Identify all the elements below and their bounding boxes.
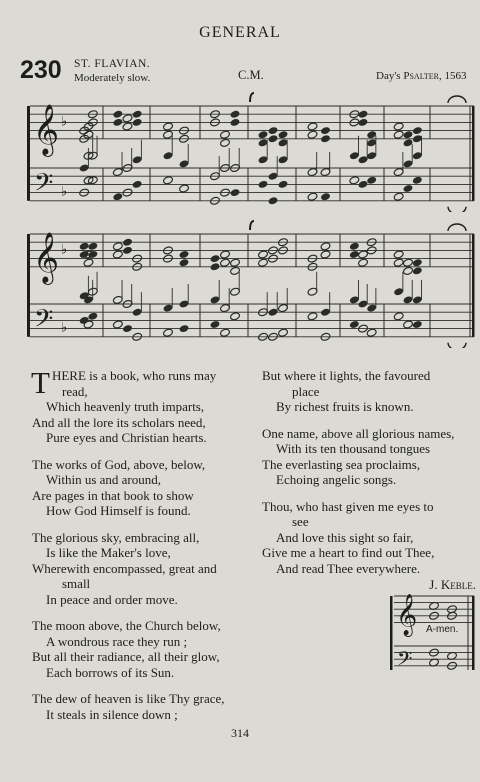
verse-line: Within us and around,: [46, 472, 162, 487]
treble-note: [393, 130, 404, 139]
flat-icon: ♭: [61, 114, 68, 130]
treble-note: [258, 258, 269, 267]
verse-line: It steals in silence down ;: [46, 706, 178, 722]
verse-line: Pure eyes and Christian hearts.: [46, 430, 207, 445]
verses-right-column: [262, 368, 476, 604]
verse-line: HERE is a book, who runs may: [51, 368, 217, 383]
bass-note: [307, 312, 318, 321]
verse-line: Is like the Maker's love,: [46, 545, 171, 560]
verse-line: In peace and order move.: [46, 591, 178, 607]
verse: [32, 618, 252, 680]
bass-note: [412, 320, 423, 329]
bass-note: [393, 312, 404, 321]
verse: [31, 365, 252, 446]
author-credit: J. Keble.: [429, 577, 476, 592]
treble-note: [403, 258, 414, 267]
verse-line: The everlasting sea proclaims,: [262, 456, 421, 472]
verse: [32, 691, 252, 722]
bass-note: [112, 320, 123, 329]
verse-line: Echoing angelic songs.: [276, 472, 397, 487]
treble-note: [307, 130, 318, 139]
fermata-icon: [448, 96, 466, 103]
treble-note: [258, 130, 269, 139]
treble-note: [320, 242, 331, 251]
treble-note: [393, 258, 404, 267]
treble-note: [122, 238, 133, 247]
bass-note: [268, 196, 279, 205]
treble-note: [393, 250, 404, 259]
treble-note: [132, 118, 143, 127]
verse-line: Each borrows of its Sun.: [46, 664, 175, 680]
verse-line: And all the lore its scholars need,: [32, 414, 206, 430]
bass-note: [403, 320, 414, 329]
treble-note: [358, 118, 369, 127]
bass-note: [112, 192, 123, 201]
treble-note: [220, 130, 231, 139]
treble-note: [210, 254, 221, 263]
music-system-1: [0, 92, 480, 212]
verse-line: Wherewith encompassed, great and: [32, 560, 217, 576]
tune-source: [376, 70, 466, 82]
treble-note: [412, 126, 423, 135]
bass-note: [258, 180, 269, 189]
bass-note: [278, 328, 289, 337]
bass-note: [163, 176, 174, 185]
verse-line: read,: [62, 383, 88, 399]
fermata-icon: [448, 224, 466, 231]
bass-note: [179, 184, 190, 193]
verse-line: A wondrous race they run ;: [46, 633, 188, 649]
treble-note: [122, 122, 133, 131]
treble-note: [179, 250, 190, 259]
bass-clef-icon: 𝄢: [34, 168, 54, 204]
treble-note: [320, 126, 331, 135]
final-barline: [472, 234, 475, 337]
verse-line: By richest fruits is known.: [276, 399, 414, 414]
tune-name: ST. FLAVIAN.: [74, 58, 151, 70]
fermata-icon: [448, 343, 466, 348]
bass-note: [179, 324, 190, 333]
source-suffix: Psalter, 1563: [403, 70, 467, 82]
verse-line: Thou, who hast given me eyes to: [262, 498, 434, 514]
bass-note: [210, 320, 221, 329]
bass-note: [403, 184, 414, 193]
bass-note: [393, 192, 404, 201]
treble-note: [87, 242, 98, 251]
amen-label: A-men.: [426, 624, 459, 635]
verse-line: The glorious sky, embracing all,: [32, 529, 200, 545]
bass-note: [412, 176, 423, 185]
tempo-marking: Moderately slow.: [74, 72, 151, 84]
treble-note: [163, 122, 174, 131]
verse-line: small: [62, 576, 91, 591]
treble-note: [179, 258, 190, 267]
bass-note: [366, 328, 377, 337]
music-system-2: [0, 218, 480, 348]
treble-note: [220, 138, 231, 147]
drop-cap: T: [31, 365, 50, 400]
treble-note: [268, 134, 279, 143]
verse-line: But all their radiance, all their glow,: [32, 649, 220, 664]
treble-clef-icon: 𝄞: [396, 594, 418, 636]
verse: [32, 457, 252, 519]
verse: [32, 530, 252, 608]
treble-note: [320, 250, 331, 259]
bass-note: [358, 180, 369, 189]
verse-line: How God Himself is found.: [46, 503, 191, 518]
treble-note: [230, 258, 241, 267]
verse-line: And read Thee everywhere.: [276, 560, 421, 576]
treble-note: [393, 122, 404, 131]
bass-note: [320, 192, 331, 201]
verse-line: The dew of heaven is like Thy grace,: [32, 691, 225, 706]
bass-note: [122, 324, 133, 333]
bass-note: [366, 176, 377, 185]
bass-note: [230, 312, 241, 321]
fermata-icon: [448, 207, 466, 212]
amen-final-barline: [472, 596, 475, 670]
system-bracket: [27, 106, 30, 201]
verses-left-column: [31, 365, 252, 733]
treble-note: [358, 110, 369, 119]
treble-note: [112, 110, 123, 119]
verse: [262, 499, 476, 593]
treble-note: [278, 130, 289, 139]
verse-line: Which heavenly truth imparts,: [46, 399, 205, 414]
verse-line: The works of God, above, below,: [32, 456, 206, 472]
flat-icon: ♭: [61, 184, 68, 200]
treble-note: [230, 110, 241, 119]
bass-clef-icon: 𝄢: [397, 646, 413, 670]
treble-note: [307, 122, 318, 131]
verse-line: Are pages in that book to show: [32, 487, 194, 503]
treble-note: [349, 242, 360, 251]
fermata-icon: [250, 93, 254, 102]
final-barline: [472, 106, 475, 201]
treble-note: [268, 126, 279, 135]
treble-note: [220, 250, 231, 259]
bass-note: [278, 180, 289, 189]
treble-note: [412, 258, 423, 267]
treble-note: [210, 262, 221, 271]
bass-clef-icon: 𝄢: [34, 304, 54, 340]
treble-note: [122, 114, 133, 123]
treble-note: [220, 258, 231, 267]
bass-note: [220, 328, 231, 337]
bass-note: [132, 180, 143, 189]
flat-icon: ♭: [61, 242, 68, 258]
treble-note: [112, 118, 123, 127]
treble-clef-icon: 𝄞: [33, 103, 60, 155]
source-prefix: Day's: [376, 70, 401, 82]
treble-note: [320, 134, 331, 143]
treble-note: [412, 266, 423, 275]
fermata-icon: [250, 221, 254, 230]
treble-note: [230, 118, 241, 127]
treble-note: [79, 242, 90, 251]
running-head: GENERAL: [199, 24, 281, 41]
verse-line: But where it lights, the favoured: [262, 368, 431, 383]
verse-line: The moon above, the Church below,: [32, 618, 221, 633]
verse: [262, 368, 476, 415]
meter-label: C.M.: [238, 68, 264, 82]
treble-note: [258, 250, 269, 259]
treble-note: [132, 110, 143, 119]
bass-note: [349, 320, 360, 329]
verse-line: see: [292, 514, 309, 529]
treble-note: [122, 246, 133, 255]
treble-note: [403, 130, 414, 139]
bass-note: [230, 188, 241, 197]
treble-clef-icon: 𝄞: [33, 231, 60, 283]
verse-line: Give me a heart to find out Thee,: [262, 545, 435, 560]
amen-bracket: [390, 596, 393, 670]
treble-note: [83, 258, 94, 267]
bass-note: [87, 312, 98, 321]
flat-icon: ♭: [61, 320, 68, 336]
treble-note: [112, 250, 123, 259]
verse: [262, 426, 476, 488]
verse-line: One name, above all glorious names,: [262, 425, 455, 441]
bass-note: [163, 328, 174, 337]
verse-line: place: [292, 383, 320, 399]
page-number: 314: [231, 726, 249, 740]
treble-note: [112, 242, 123, 251]
bass-note: [349, 176, 360, 185]
treble-note: [358, 258, 369, 267]
bass-note: [307, 192, 318, 201]
hymn-number: 230: [20, 56, 62, 84]
verse-line: With its ten thousand tongues: [276, 441, 431, 456]
system-bracket: [27, 234, 30, 337]
treble-note: [403, 266, 414, 275]
verse-line: And love this sight so fair,: [276, 529, 414, 545]
